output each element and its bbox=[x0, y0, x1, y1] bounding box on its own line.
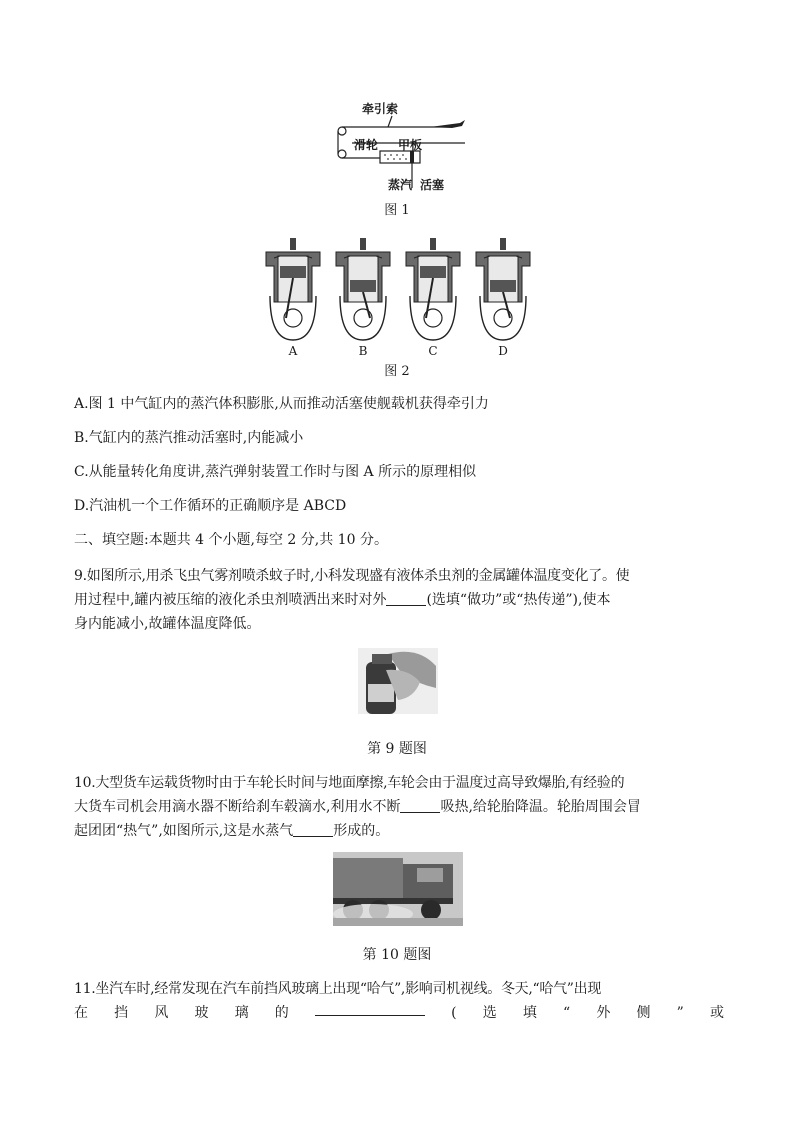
engine-b bbox=[332, 236, 394, 360]
section-2-title: 二、填空题:本题共 4 个小题,每空 2 分,共 10 分。 bbox=[74, 532, 388, 548]
label-deck: 甲板 bbox=[398, 138, 423, 152]
figure-1-caption: 图 1 bbox=[384, 203, 410, 218]
q11-line-1: 11.坐汽车时,经常发现在汽车前挡风玻璃上出现“哈气”,影响司机视线。冬天,“哈气”出现 bbox=[74, 981, 602, 997]
q9-photo bbox=[358, 648, 438, 714]
option-d: D.汽油机一个工作循环的正确顺序是 ABCD bbox=[74, 498, 347, 514]
q10-line-2: 大货车司机会用滴水器不断给刹车毂滴水,利用水不断 吸热,给轮胎降温。轮胎周围会冒 bbox=[74, 799, 641, 815]
engine-label: A bbox=[288, 344, 298, 358]
engine-a bbox=[262, 236, 324, 360]
option-c: C.从能量转化角度讲,蒸汽弹射装置工作时与图 A 所示的原理相似 bbox=[74, 464, 477, 480]
q9-blank[interactable] bbox=[386, 591, 426, 606]
engine-label: B bbox=[358, 344, 368, 358]
label-pulley: 滑轮 bbox=[354, 138, 379, 152]
q9-caption: 第 9 题图 bbox=[367, 741, 427, 757]
option-b: B.气缸内的蒸汽推动活塞时,内能减小 bbox=[74, 430, 304, 446]
q11-blank[interactable] bbox=[315, 1001, 425, 1016]
pulley-bottom bbox=[338, 150, 346, 158]
q10-blank-1[interactable] bbox=[400, 798, 440, 813]
label-tow-cable: 牵引索 bbox=[362, 102, 399, 116]
figure-2-caption: 图 2 bbox=[384, 364, 410, 379]
figure-1 bbox=[330, 98, 470, 198]
label-piston: 活塞 bbox=[420, 178, 445, 192]
q9-line-3: 身内能减小,故罐体温度降低。 bbox=[74, 616, 261, 632]
label-steam: 蒸汽 bbox=[388, 178, 413, 192]
pulley-top bbox=[338, 127, 346, 135]
q10-caption: 第 10 题图 bbox=[362, 947, 432, 963]
q10-line-3: 起团团“热气”,如图所示,这是水蒸气 形成的。 bbox=[74, 823, 390, 839]
figure-2 bbox=[262, 236, 534, 360]
engine-d bbox=[472, 236, 534, 360]
engine-label: C bbox=[428, 344, 438, 358]
q10-photo bbox=[333, 852, 463, 926]
q10-blank-2[interactable] bbox=[293, 822, 333, 837]
q9-line-1: 9.如图所示,用杀飞虫气雾剂喷杀蚊子时,小科发现盛有液体杀虫剂的金属罐体温度变化了。使 bbox=[74, 568, 630, 584]
engine-c bbox=[402, 236, 464, 360]
q9-line-2: 用过程中,罐内被压缩的液化杀虫剂喷洒出来时对外 (选填“做功”或“热传递”),使本 bbox=[74, 592, 611, 608]
q11-line-2: 在 挡 风 玻 璃 的 ( 选 填 “ 外 侧 ” 或 bbox=[74, 1001, 724, 1025]
plane-icon bbox=[430, 120, 465, 128]
option-a: A.图 1 中气缸内的蒸汽体积膨胀,从而推动活塞使舰载机获得牵引力 bbox=[74, 396, 489, 412]
q10-line-1: 10.大型货车运载货物时由于车轮长时间与地面摩擦,车轮会由于温度过高导致爆胎,有经验的 bbox=[74, 775, 625, 791]
engine-label: D bbox=[498, 344, 508, 358]
